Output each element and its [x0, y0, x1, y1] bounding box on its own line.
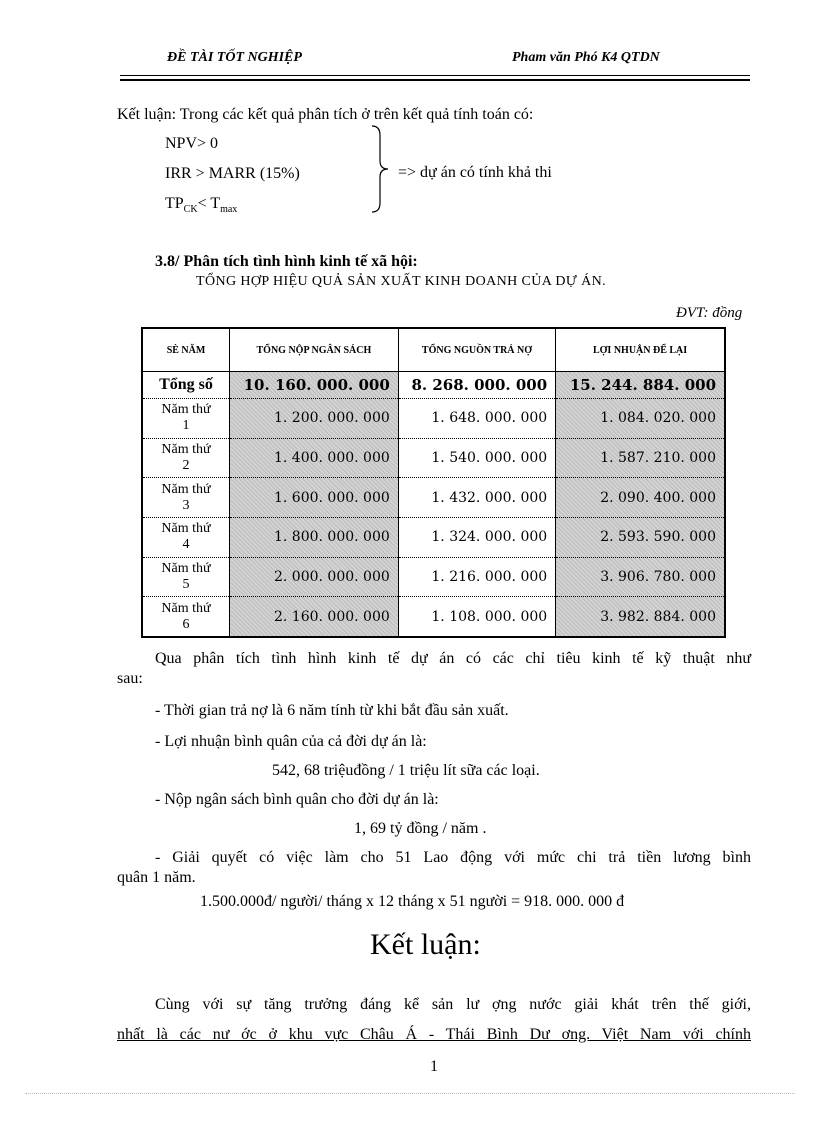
- row-label: Năm thứ 5: [142, 557, 230, 597]
- row-label: Năm thứ 2: [142, 438, 230, 478]
- header-left: ĐỀ TÀI TỐT NGHIỆP: [167, 50, 302, 65]
- cell-profit: 2. 090. 400. 000: [556, 478, 725, 518]
- analysis-intro: Qua phân tích tình hình kinh tế dự án có các chỉ tiêu kinh tế kỹ thuật như: [155, 650, 751, 667]
- table-row: [142, 478, 725, 518]
- final-paragraph-line1: Cùng với sự tăng trưởng đáng kể sản lư ợng nước giải khát trên thế giới,: [155, 996, 751, 1013]
- cell-debt: 1. 648. 000. 000: [398, 399, 555, 439]
- bullet-employment: - Giải quyết có việc làm cho 51 Lao động với mức chi trả tiền lương bình: [155, 849, 751, 866]
- avg-budget-value: 1, 69 tỷ đồng / năm .: [354, 820, 487, 837]
- cell-debt: 1. 216. 000. 000: [398, 557, 555, 597]
- section-subtitle: TỔNG HỢP HIỆU QUẢ SẢN XUẤT KINH DOANH CỦA DỰ ÁN.: [196, 274, 606, 289]
- condition-npv: NPV> 0: [165, 135, 219, 152]
- cell-debt: 1. 108. 000. 000: [398, 597, 555, 637]
- final-paragraph-line2: nhất là các nư ớc ở khu vực Châu Á - Thái Bình Dư ơng. Việt Nam với chính: [117, 1026, 751, 1043]
- unit-label: ĐVT: đồng: [676, 305, 743, 321]
- header-right: Pham văn Phó K4 QTDN: [512, 50, 660, 65]
- cell-budget: 10. 160. 000. 000: [230, 372, 399, 399]
- table-row: [142, 438, 725, 478]
- cell-profit: 1. 084. 020. 000: [556, 399, 725, 439]
- header-rule-thick: [120, 79, 750, 81]
- col-header-year: SÈ NĂM: [142, 328, 230, 372]
- salary-calculation: 1.500.000đ/ người/ tháng x 12 tháng x 51 người = 918. 000. 000 đ: [200, 893, 625, 910]
- conclusion-intro: Kết luận: Trong các kết quả phân tích ở trên kết quả tính toán có:: [117, 106, 534, 123]
- analysis-intro-cont: sau:: [117, 670, 143, 687]
- cell-debt: 1. 324. 000. 000: [398, 517, 555, 557]
- cell-debt: 1. 540. 000. 000: [398, 438, 555, 478]
- cell-budget: 2. 000. 000. 000: [230, 557, 399, 597]
- bullet-avg-budget: - Nộp ngân sách bình quân cho đời dự án là:: [155, 791, 439, 808]
- table-header-row: [142, 328, 725, 372]
- cell-profit: 1. 587. 210. 000: [556, 438, 725, 478]
- col-header-budget: TỔNG NỘP NGÂN SÁCH: [230, 328, 399, 372]
- page-edge-divider: [25, 1093, 795, 1094]
- right-brace-icon: [370, 125, 394, 213]
- row-label: Năm thứ 6: [142, 597, 230, 637]
- table-row-total: [142, 372, 725, 399]
- row-label: Năm thứ 1: [142, 399, 230, 439]
- cell-budget: 1. 200. 000. 000: [230, 399, 399, 439]
- table-row: [142, 399, 725, 439]
- bullet-avg-profit: - Lợi nhuận bình quân của cả đời dự án là:: [155, 733, 427, 750]
- row-label: Năm thứ 4: [142, 517, 230, 557]
- condition-irr: IRR > MARR (15%): [165, 165, 300, 182]
- row-label: Năm thứ 3: [142, 478, 230, 518]
- cell-budget: 1. 800. 000. 000: [230, 517, 399, 557]
- section-title: 3.8/ Phân tích tình hình kinh tế xã hội:: [155, 253, 418, 270]
- page-number: 1: [430, 1058, 438, 1075]
- table-row: [142, 557, 725, 597]
- cell-profit: 3. 982. 884. 000: [556, 597, 725, 637]
- cell-budget: 1. 600. 000. 000: [230, 478, 399, 518]
- cell-debt: 8. 268. 000. 000: [398, 372, 555, 399]
- col-header-profit: LỢI NHUẬN ĐỂ LẠI: [556, 328, 725, 372]
- cell-debt: 1. 432. 000. 000: [398, 478, 555, 518]
- header-rule: [120, 75, 750, 76]
- table-row: [142, 517, 725, 557]
- conclusion-result: => dự án có tính khả thi: [398, 164, 552, 181]
- cell-profit: 15. 244. 884. 000: [556, 372, 725, 399]
- row-label: Tổng số: [142, 372, 230, 399]
- bullet-debt-time: - Thời gian trả nợ là 6 năm tính từ khi bắt đầu sản xuất.: [155, 702, 509, 719]
- condition-tp: $TP_{CK}< T_{max}$: [165, 195, 238, 216]
- summary-table: [141, 327, 726, 638]
- cell-profit: 2. 593. 590. 000: [556, 517, 725, 557]
- cell-budget: 1. 400. 000. 000: [230, 438, 399, 478]
- table-row: [142, 597, 725, 637]
- conclusion-heading: Kết luận:: [370, 928, 481, 961]
- bullet-employment-cont: quân 1 năm.: [117, 869, 196, 886]
- avg-profit-value: 542, 68 triệuđồng / 1 triệu lít sữa các loại.: [272, 762, 540, 779]
- col-header-debt: TỔNG NGUỒN TRẢ NỢ: [398, 328, 555, 372]
- cell-profit: 3. 906. 780. 000: [556, 557, 725, 597]
- cell-budget: 2. 160. 000. 000: [230, 597, 399, 637]
